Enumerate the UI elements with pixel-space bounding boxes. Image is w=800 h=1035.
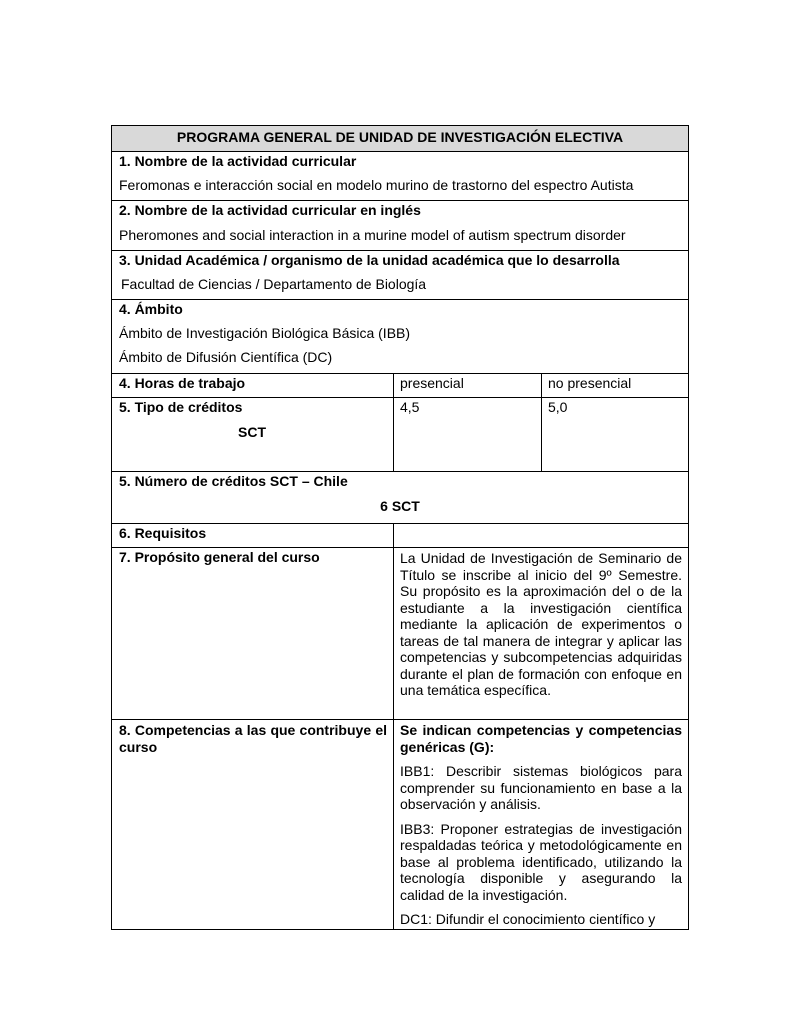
competencies-row bbox=[112, 720, 688, 929]
competency-dc1: DC1: Difundir el conocimiento científico y bbox=[400, 911, 656, 927]
section-2-label: 2. Nombre de la actividad curricular en inglés bbox=[119, 202, 421, 218]
section-3-value: Facultad de Ciencias / Departamento de Biología bbox=[121, 276, 427, 292]
competency-ibb1: IBB1: Describir sistemas biológicos para comprender su funcionamiento en base a la observación y análisis. bbox=[400, 763, 682, 812]
hours-presencial: presencial bbox=[400, 375, 464, 391]
section-2-row bbox=[112, 201, 688, 251]
credits-no-presencial: 5,0 bbox=[548, 399, 568, 415]
purpose-value-cell bbox=[393, 548, 688, 719]
program-table bbox=[111, 125, 689, 930]
hours-presencial-cell bbox=[393, 374, 541, 397]
credits-number-value: 6 SCT bbox=[380, 498, 420, 514]
hours-no-presencial: no presencial bbox=[548, 375, 632, 391]
table-title: PROGRAMA GENERAL DE UNIDAD DE INVESTIGACIÓN ELECTIVA bbox=[176, 129, 624, 145]
competencies-value-cell bbox=[393, 720, 688, 929]
requirements-label: 6. Requisitos bbox=[119, 525, 207, 541]
credits-type-label: 5. Tipo de créditos bbox=[119, 399, 243, 415]
credits-no-presencial-cell bbox=[541, 398, 688, 471]
hours-label: 4. Horas de trabajo bbox=[119, 375, 246, 391]
hours-no-presencial-cell bbox=[541, 374, 688, 397]
table-title-row bbox=[112, 126, 688, 152]
purpose-label: 7. Propósito general del curso bbox=[119, 549, 320, 565]
requirements-value-cell bbox=[393, 524, 688, 547]
section-2-value: Pheromones and social interaction in a murine model of autism spectrum disorder bbox=[119, 227, 626, 243]
section-4-value-1: Ámbito de Investigación Biológica Básica (IBB) bbox=[119, 325, 411, 341]
credits-presencial-cell bbox=[393, 398, 541, 471]
section-4-row bbox=[112, 300, 688, 374]
section-4-value-2: Ámbito de Difusión Científica (DC) bbox=[119, 349, 333, 365]
hours-row bbox=[112, 374, 688, 398]
requirements-row bbox=[112, 524, 688, 548]
credits-type-unit: SCT bbox=[238, 424, 266, 440]
credits-type-row bbox=[112, 398, 688, 472]
section-3-label: 3. Unidad Académica / organismo de la unidad académica que lo desarrolla bbox=[119, 252, 620, 268]
competency-ibb3: IBB3: Proponer estrategias de investigación respaldadas teórica y metodológicamente en base al problema identificado, utilizando la tecnología disponible y asegurando la calidad de la investigación. bbox=[400, 820, 682, 903]
credits-number-row bbox=[112, 472, 688, 524]
competencies-label: 8. Competencias a las que contribuye el curso bbox=[119, 722, 387, 755]
section-4-label: 4. Ámbito bbox=[119, 301, 183, 317]
credits-presencial: 4,5 bbox=[400, 399, 420, 415]
purpose-row bbox=[112, 548, 688, 720]
section-1-label: 1. Nombre de la actividad curricular bbox=[119, 153, 357, 169]
credits-number-label: 5. Número de créditos SCT – Chile bbox=[119, 473, 348, 489]
purpose-value: La Unidad de Investigación de Seminario de Título se inscribe al inicio del 9º Semestre. Su propósito es la aproximación del o de la estudiante a la investigación científica mediante la aplicación de experimentos o tareas de tal manera de integrar y aplicar las competencias y subcompetencias adquiridas durante el plan de formación con enfoque en una temática específica. bbox=[400, 550, 682, 698]
competencies-intro: Se indican competencias y competencias genéricas (G): bbox=[400, 722, 682, 755]
section-1-value: Feromonas e interacción social en modelo murino de trastorno del espectro Autista bbox=[119, 177, 634, 193]
section-1-row bbox=[112, 152, 688, 201]
section-3-row bbox=[112, 251, 688, 300]
